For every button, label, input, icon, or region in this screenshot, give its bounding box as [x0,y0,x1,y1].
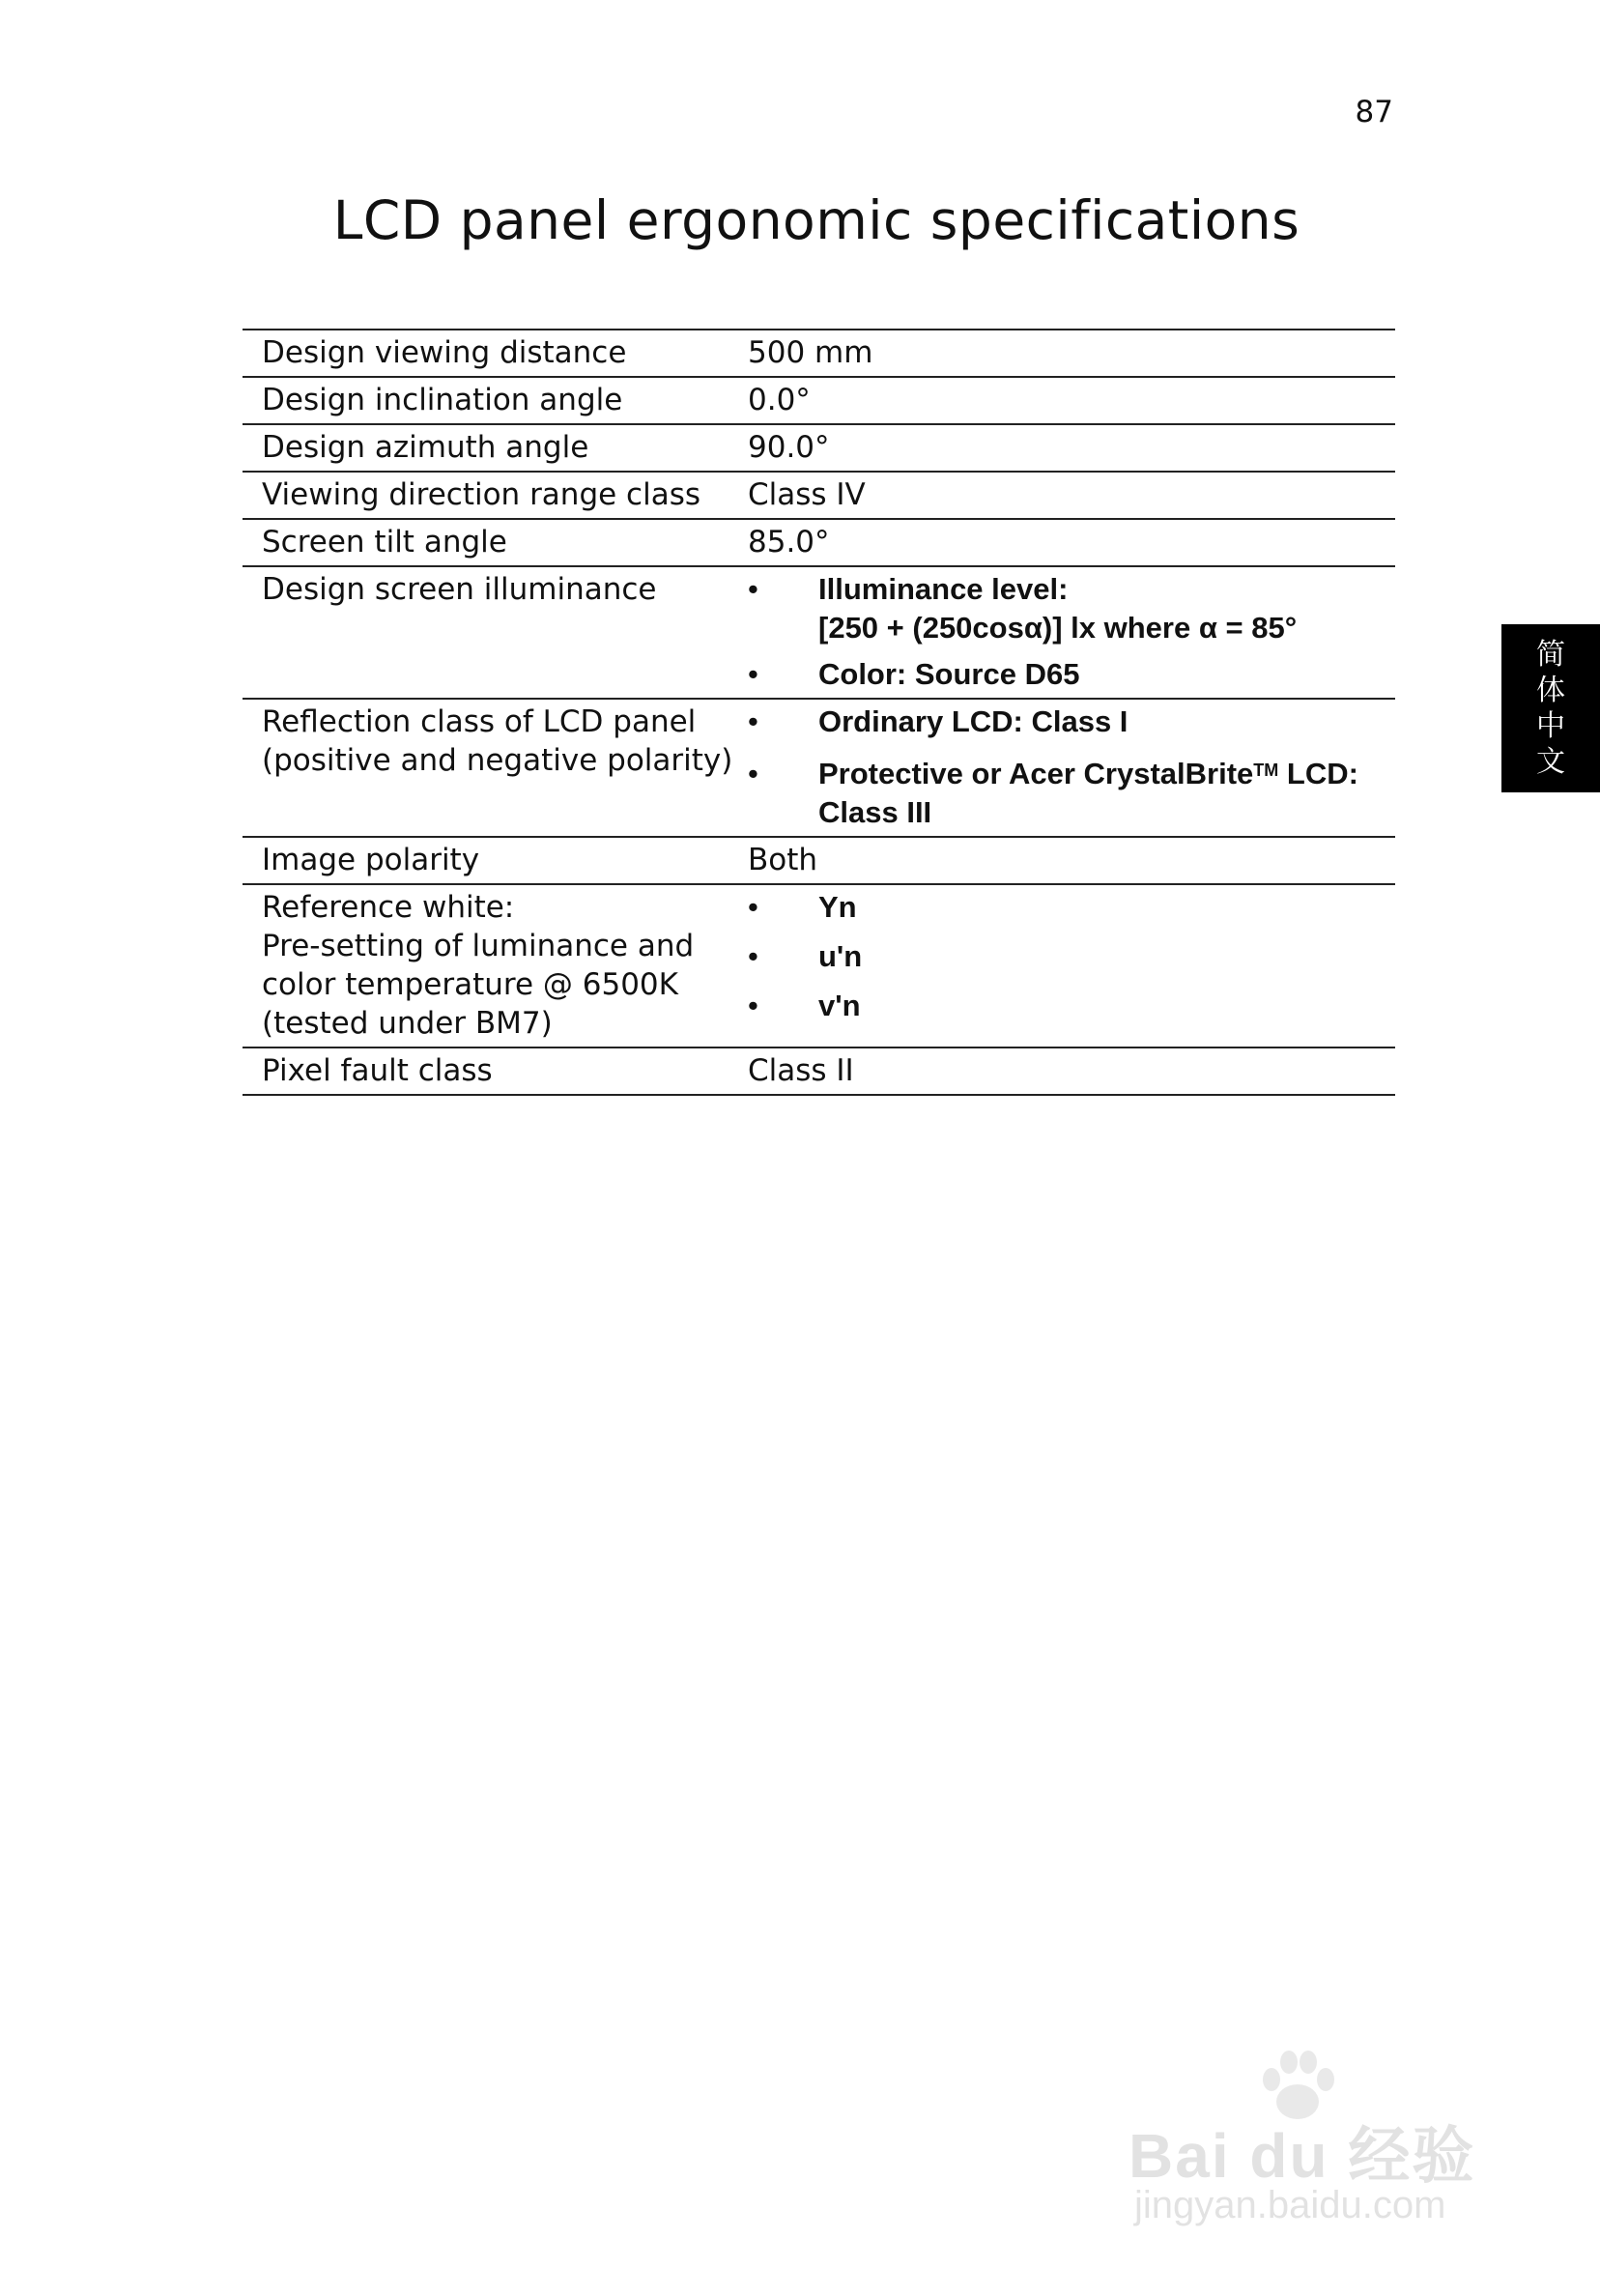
bullet-text: v'n [818,989,861,1022]
baidu-watermark [1129,2049,1515,2242]
bullet-text: Ordinary LCD: Class I [818,704,1129,738]
page-number: 87 [1355,95,1393,129]
bullet-icon: • [748,572,758,606]
bullet-text: Illuminance level: [818,572,1069,606]
table-row [243,424,1395,472]
row-label-line: Reflection class of LCD panel [262,704,697,739]
watermark-url: jingyan.baidu.com [1134,2184,1446,2226]
row-label: Design screen illuminance [262,572,657,607]
list-item [748,888,1395,927]
table-row [243,330,1395,377]
language-tab-char: 简 [1536,638,1565,672]
row-label: Design viewing distance [262,335,627,370]
table-row [243,699,1395,837]
table-row [243,519,1395,566]
bullet-icon: • [748,989,758,1022]
row-label: Image polarity [262,843,480,877]
row-label-line: (tested under BM7) [262,1006,553,1041]
row-value: 85.0° [748,525,830,560]
row-value: 500 mm [748,335,873,370]
bullet-text: Class III [818,795,932,829]
bullet-icon: • [748,939,758,973]
list-item [748,937,1395,976]
row-label: Screen tilt angle [262,525,507,560]
row-value: Class IV [748,477,866,512]
list-item [748,755,1395,832]
row-label-line: Reference white: [262,890,515,925]
row-value: 90.0° [748,430,830,465]
bullet-icon: • [748,757,758,790]
table-row [243,884,1395,1048]
list-item [748,655,1395,694]
row-value [748,566,1395,699]
language-tab-char: 中 [1536,709,1565,743]
bullet-list [748,570,1395,694]
bullet-icon: • [748,704,758,738]
table-row [243,1048,1395,1095]
row-value [748,699,1395,837]
table-row [243,377,1395,424]
list-item [748,570,1395,647]
bullet-text: Color: Source D65 [818,657,1080,691]
list-item [748,987,1395,1025]
table-row [243,566,1395,699]
row-label: Design inclination angle [262,383,623,417]
bullet-text-part: Protective or Acer CrystalBrite [818,757,1254,790]
bullet-icon: • [748,657,758,691]
bullet-icon: • [748,890,758,924]
language-tab-char: 文 [1536,745,1565,779]
bullet-text: Yn [818,890,857,924]
table-row [243,837,1395,884]
row-label-line: color temperature @ 6500K [262,967,678,1002]
language-tab-char: 体 [1536,674,1565,707]
row-label [243,884,748,1048]
row-label: Design azimuth angle [262,430,589,465]
bullet-text [818,755,1395,793]
row-value [748,884,1395,1048]
bullet-text-part: LCD: [1278,757,1358,790]
table-row [243,472,1395,519]
bullet-text: [250 + (250cosα)] lx where α = 85° [818,611,1298,645]
row-value: Class II [748,1053,854,1088]
list-item [748,703,1395,741]
row-label [243,699,748,837]
row-value: 0.0° [748,383,811,417]
row-label-line: Pre-setting of luminance and [262,929,695,963]
page-title: LCD panel ergonomic specifications [332,189,1300,251]
row-value: Both [748,843,818,877]
watermark-brand: Bai du 经验 [1129,2121,1476,2191]
spec-table [243,329,1395,1096]
bullet-list [748,888,1395,1025]
language-tab [1501,624,1600,792]
bullet-text: u'n [818,939,863,973]
trademark-mark: TM [1253,761,1279,780]
bullet-list [748,703,1395,832]
row-label: Pixel fault class [262,1053,493,1088]
row-label-line: (positive and negative polarity) [262,743,733,778]
row-label: Viewing direction range class [262,477,701,512]
